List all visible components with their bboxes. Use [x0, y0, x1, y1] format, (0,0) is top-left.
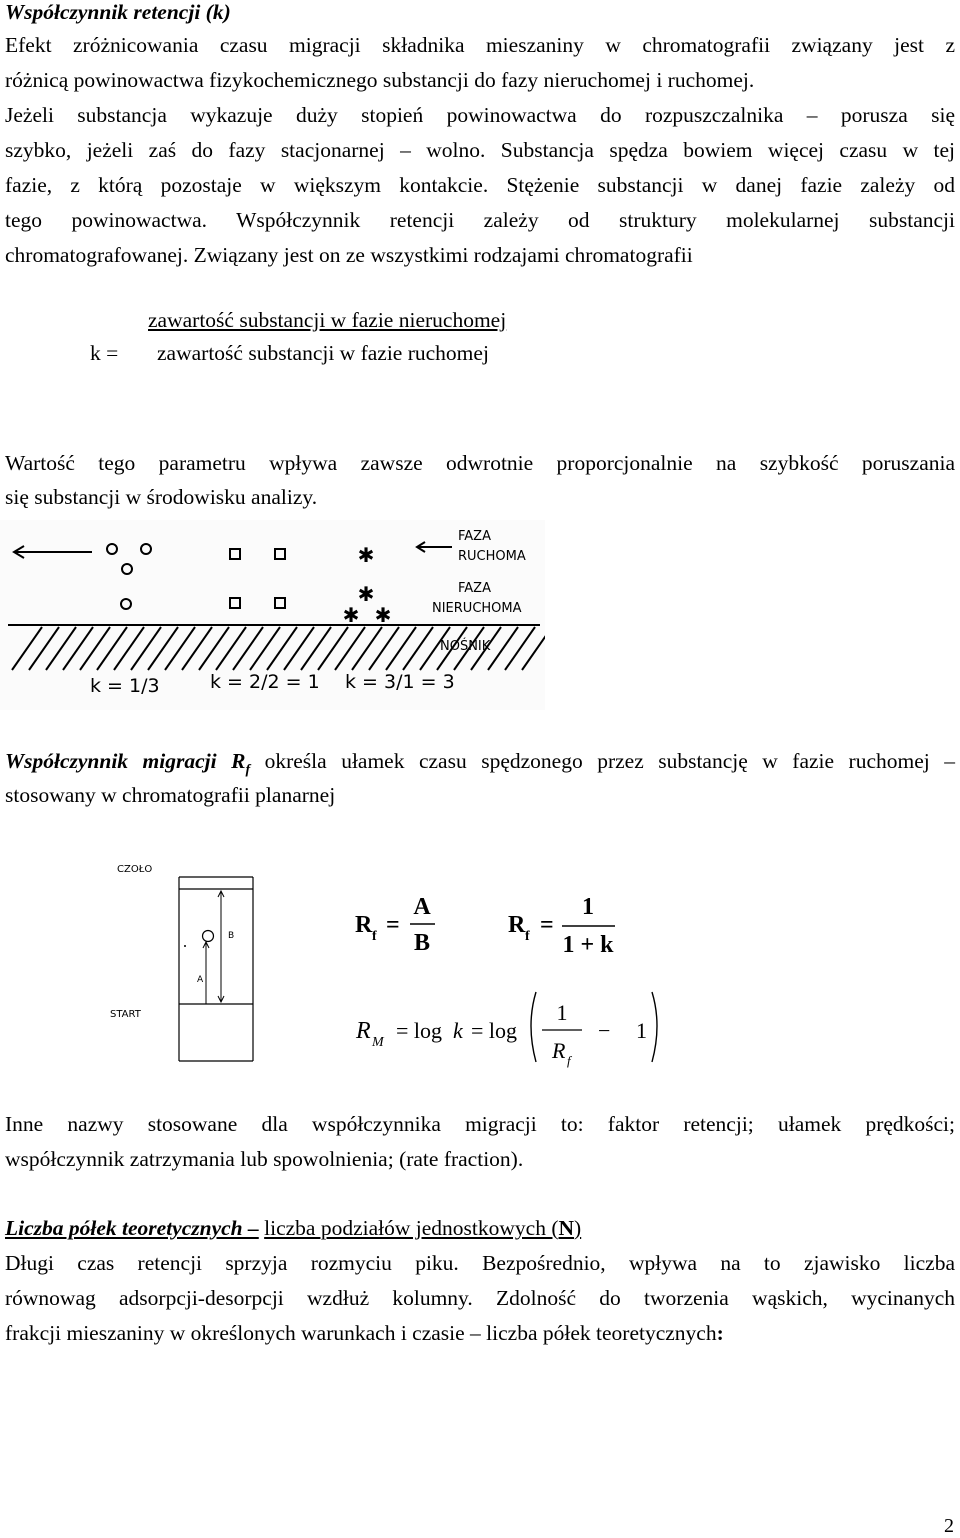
- svg-text:1: 1: [582, 894, 594, 920]
- k-value-3: k = 3/1 = 3: [345, 671, 455, 693]
- label-mobile-1: FAZA: [458, 529, 491, 544]
- k-value-1: k = 1/3: [90, 675, 160, 697]
- paragraph-line: fazie, z którą pozostaje w większym kontakcie. Stężenie substancji w danej fazie zależy od: [5, 173, 955, 197]
- section-title-plates: Liczba półek teoretycznych –: [5, 1216, 259, 1240]
- svg-text:=: =: [540, 912, 554, 938]
- paragraph-line: frakcji mieszaniny w określonych warunkach i czasie – liczba półek teoretycznych:: [5, 1321, 724, 1345]
- svg-text:A: A: [413, 894, 431, 920]
- svg-text:R: R: [356, 1018, 371, 1044]
- label-stationary-1: FAZA: [458, 581, 491, 596]
- svg-text:=: =: [386, 912, 400, 938]
- svg-text:R: R: [508, 912, 526, 938]
- svg-text:1: 1: [636, 1018, 647, 1043]
- svg-text:f: f: [525, 929, 530, 944]
- paragraph-line: stosowany w chromatografii planarnej: [5, 783, 336, 807]
- svg-text:−: −: [598, 1018, 611, 1043]
- paragraph-line: szybko, jeżeli zaś do fazy stacjonarnej – wolno. Substancja spędza bowiem więcej czasu w tej: [5, 138, 955, 162]
- label-front: CZOŁO: [117, 864, 153, 875]
- label-a: A: [197, 975, 204, 985]
- paragraph-line: Jeżeli substancja wykazuje duży stopień powinowactwa do rozpuszczalnika – porusza się: [5, 103, 955, 127]
- paragraph-line: się substancji w środowisku analizy.: [5, 485, 318, 509]
- paragraph-line: współczynnik zatrzymania lub spowolnienia; (rate fraction).: [5, 1147, 524, 1171]
- svg-text:✱: ✱: [357, 582, 375, 606]
- svg-text:1: 1: [556, 1000, 568, 1025]
- section3-title-rest: liczba podziałów jednostkowych (N): [264, 1216, 582, 1240]
- label-mobile-2: RUCHOMA: [458, 549, 526, 564]
- svg-text:f: f: [372, 929, 377, 944]
- svg-text:R: R: [552, 1038, 566, 1063]
- paragraph-line: różnicą powinowactwa fizykochemicznego substancji do fazy nieruchomej i ruchomej.: [5, 68, 755, 92]
- label-stationary-2: NIERUCHOMA: [432, 601, 522, 616]
- paragraph-line: Efekt zróżnicowania czasu migracji składnika mieszaniny w chromatografii związany jest z: [5, 33, 955, 57]
- paragraph-line: chromatografowanej. Związany jest on ze wszystkimi rodzajami chromatografii: [5, 243, 693, 267]
- section-title-retention: Współczynnik retencji (k): [5, 0, 231, 24]
- svg-text:✱: ✱: [374, 603, 392, 627]
- phases-diagram: [0, 520, 545, 710]
- svg-text:B: B: [413, 930, 431, 956]
- svg-text:f: f: [567, 1053, 571, 1068]
- paragraph-line: Wartość tego parametru wpływa zawsze odwrotnie proporcjonalnie na szybkość poruszania: [5, 451, 955, 475]
- svg-text:M: M: [372, 1035, 384, 1050]
- paragraph-line: Inne nazwy stosowane dla współczynnika migracji to: faktor retencji; ułamek prędkości;: [5, 1112, 955, 1136]
- equation-rm: [355, 992, 657, 1068]
- svg-text:= log: = log: [471, 1018, 518, 1043]
- svg-text:✱: ✱: [357, 543, 375, 567]
- equation-rf-k: [508, 894, 615, 958]
- section3-title-line: [5, 1211, 955, 1246]
- svg-text:= log: = log: [396, 1018, 443, 1043]
- formula-denominator: zawartość substancji w fazie ruchomej: [157, 341, 489, 365]
- formula-lhs: k =: [90, 341, 119, 365]
- page-number: 2: [944, 1515, 954, 1537]
- svg-text:R: R: [355, 912, 373, 938]
- label-b: B: [228, 931, 235, 941]
- plate-diagram: [105, 858, 255, 1078]
- migration-equations: [340, 880, 690, 1080]
- label-support: NOŚNIK: [440, 639, 491, 654]
- label-start: START: [110, 1009, 141, 1020]
- k-value-2: k = 2/2 = 1: [210, 671, 320, 693]
- svg-text:k: k: [453, 1018, 463, 1043]
- section-title-migration: Współczynnik migracji $R_f$: [5, 749, 251, 778]
- section2-text: określa ułamek czasu spędzonego przez substancję w fazie ruchomej –: [264, 749, 955, 773]
- paragraph-line: równowag adsorpcji-desorpcji wzdłuż kolumny. Zdolność do tworzenia wąskich, wycinanych: [5, 1286, 955, 1310]
- spot-icon: [203, 931, 214, 942]
- svg-text:✱: ✱: [342, 603, 360, 627]
- svg-text:1 + k: 1 + k: [562, 932, 614, 958]
- paragraph-line: tego powinowactwa. Współczynnik retencji zależy od struktury molekularnej substancji: [5, 208, 955, 232]
- equation-rf-ab: [355, 894, 435, 956]
- formula-numerator: zawartość substancji w fazie nieruchomej: [148, 308, 507, 332]
- paragraph-line: Długi czas retencji sprzyja rozmyciu piku. Bezpośrednio, wpływa na to zjawisko liczba: [5, 1251, 955, 1275]
